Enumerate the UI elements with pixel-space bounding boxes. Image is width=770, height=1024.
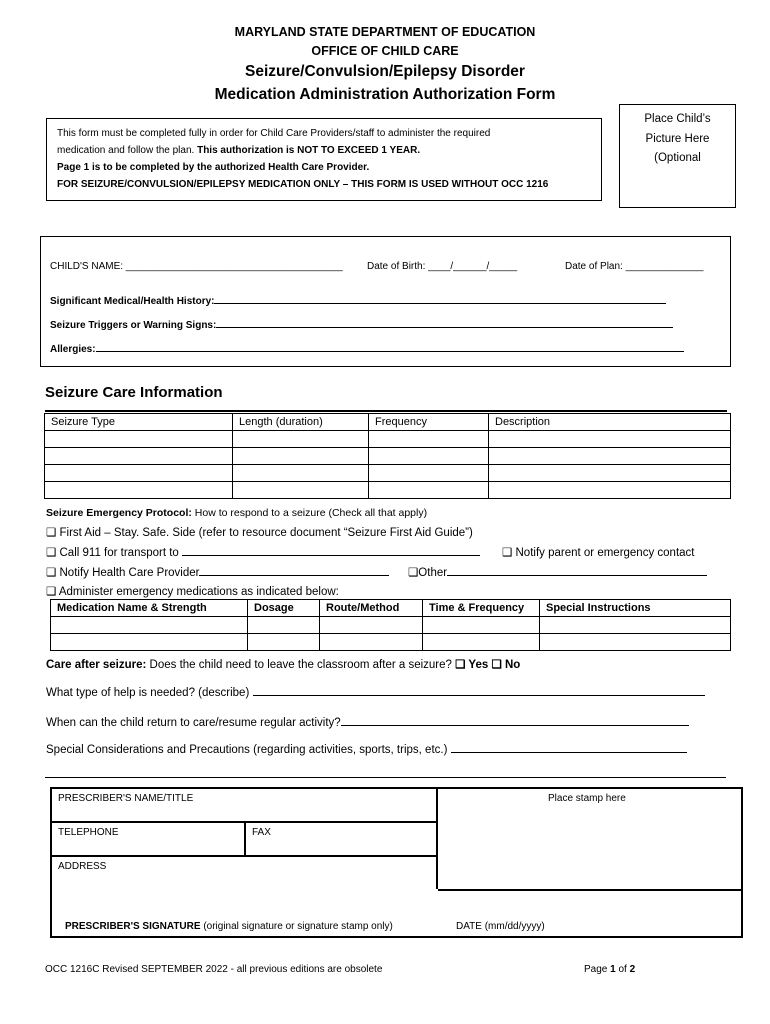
table-row[interactable] <box>51 617 731 634</box>
protocol-instructions: How to respond to a seizure (Check all that apply) <box>191 507 428 519</box>
col-route: Route/Method <box>320 600 423 617</box>
page-current: 1 <box>610 964 616 975</box>
photo-line3: (Optional <box>654 152 701 164</box>
notice-line3-bold: Page 1 is to be completed by the authorized Health Care Provider. <box>57 162 370 173</box>
col-dosage: Dosage <box>248 600 320 617</box>
allergies-label: Allergies: <box>50 344 96 355</box>
col-seizure-type: Seizure Type <box>45 414 233 431</box>
notice-line4 <box>57 176 591 193</box>
special-considerations-field[interactable] <box>46 742 687 756</box>
return-to-care-field[interactable] <box>46 715 689 729</box>
page-total: 2 <box>629 964 636 975</box>
no-checkbox[interactable]: ❑ No <box>491 659 521 671</box>
signature-field[interactable] <box>65 921 393 932</box>
date-of-birth-field[interactable]: Date of Birth: ____/______/_____ <box>367 261 518 272</box>
telephone-field[interactable]: TELEPHONE <box>58 827 119 838</box>
date-of-plan-field[interactable]: Date of Plan: ______________ <box>565 261 704 272</box>
child-photo-box[interactable] <box>619 104 736 208</box>
office-heading: OFFICE OF CHILD CARE <box>311 44 459 58</box>
address-field[interactable]: ADDRESS <box>58 861 107 872</box>
col-medication-name: Medication Name & Strength <box>51 600 248 617</box>
table-row[interactable] <box>45 448 731 465</box>
notify-parent-checkbox[interactable]: ❑ Notify parent or emergency contact <box>502 547 695 559</box>
return-to-care-label: When can the child return to care/resume regular activity? <box>46 717 341 729</box>
table-row[interactable] <box>45 465 731 482</box>
stamp-area[interactable]: Place stamp here <box>548 793 626 804</box>
seizure-table <box>44 413 731 499</box>
page-of: of <box>615 964 630 975</box>
call-911-label: ❑ Call 911 for transport to <box>46 547 179 559</box>
medical-history-label: Significant Medical/Health History: <box>50 296 215 307</box>
child-info-box <box>40 236 731 367</box>
medication-table <box>50 599 731 651</box>
table-row[interactable] <box>45 482 731 499</box>
seizure-care-title: Seizure Care Information <box>45 384 223 401</box>
fax-field[interactable]: FAX <box>252 827 271 838</box>
agency-heading: MARYLAND STATE DEPARTMENT OF EDUCATION <box>234 25 536 39</box>
col-description: Description <box>489 414 731 431</box>
signature-label: PRESCRIBER'S SIGNATURE <box>65 921 201 932</box>
date-field[interactable]: DATE (mm/dd/yyyy) <box>456 921 545 932</box>
protocol-label: Seizure Emergency Protocol: <box>46 507 192 519</box>
form-title-line2: Medication Administration Authorization Form <box>214 86 556 103</box>
notice-line4-bold: FOR SEIZURE/CONVULSION/EPILEPSY MEDICATION ONLY – THIS FORM IS USED WITHOUT OCC 1216 <box>57 179 549 190</box>
notice-line2-text: medication and follow the plan. <box>57 145 198 156</box>
notify-hcp-label: ❑ Notify Health Care Provider <box>46 567 200 579</box>
medical-history-field[interactable] <box>50 293 666 307</box>
table-row[interactable] <box>45 431 731 448</box>
first-aid-checkbox[interactable]: ❑ First Aid – Stay. Safe. Side (refer to resource document “Seizure First Aid Guide”) <box>46 527 473 539</box>
protocol-heading <box>46 507 427 519</box>
notice-line2-bold: This authorization is NOT TO EXCEED 1 YEAR. <box>197 145 421 156</box>
allergies-field[interactable] <box>50 341 684 355</box>
child-name-field[interactable]: CHILD'S NAME: _______________________________________ <box>50 261 343 272</box>
page-number <box>584 964 635 975</box>
special-considerations-label: Special Considerations and Precautions (regarding activities, sports, trips, etc.) <box>46 744 448 756</box>
col-special-instructions: Special Instructions <box>540 600 731 617</box>
other-checkbox[interactable] <box>408 565 707 579</box>
col-length: Length (duration) <box>233 414 369 431</box>
notice-line1: This form must be completed fully in order for Child Care Providers/staff to administer the required <box>57 128 491 139</box>
other-label: ❑Other <box>408 567 448 579</box>
revision-note: OCC 1216C Revised SEPTEMBER 2022 - all previous editions are obsolete <box>45 964 383 975</box>
prescriber-box <box>50 787 743 938</box>
page-prefix: Page <box>584 964 611 975</box>
divider-line <box>45 777 726 778</box>
prescriber-name-field[interactable]: PRESCRIBER'S NAME/TITLE <box>58 793 194 804</box>
table-header-row <box>45 414 731 431</box>
care-after-label: Care after seizure: <box>46 659 147 671</box>
seizure-triggers-field[interactable] <box>50 317 673 331</box>
seizure-triggers-label: Seizure Triggers or Warning Signs: <box>50 320 217 331</box>
help-needed-field[interactable] <box>46 685 705 699</box>
photo-line1: Place Child’s <box>644 113 711 125</box>
care-after-text: Does the child need to leave the classroom after a seizure? <box>146 659 456 671</box>
notify-hcp-checkbox[interactable] <box>46 565 389 579</box>
photo-line2: Picture Here <box>645 132 710 145</box>
col-frequency: Frequency <box>369 414 489 431</box>
form-title-line1: Seizure/Convulsion/Epilepsy Disorder <box>245 63 525 80</box>
yes-checkbox[interactable]: ❑ Yes <box>455 659 489 671</box>
administer-meds-checkbox[interactable]: ❑ Administer emergency medications as indicated below: <box>46 586 339 598</box>
signature-note: (original signature or signature stamp only) <box>200 921 393 932</box>
notice-line2 <box>57 142 591 159</box>
table-header-row <box>51 600 731 617</box>
notice-line3 <box>57 159 591 176</box>
table-row[interactable] <box>51 634 731 651</box>
section-rule <box>45 410 727 412</box>
call-911-checkbox[interactable] <box>46 545 480 559</box>
instructions-box <box>46 118 602 201</box>
col-time-frequency: Time & Frequency <box>423 600 540 617</box>
care-after-seizure-question <box>46 657 520 671</box>
help-needed-label: What type of help is needed? (describe) <box>46 687 250 699</box>
